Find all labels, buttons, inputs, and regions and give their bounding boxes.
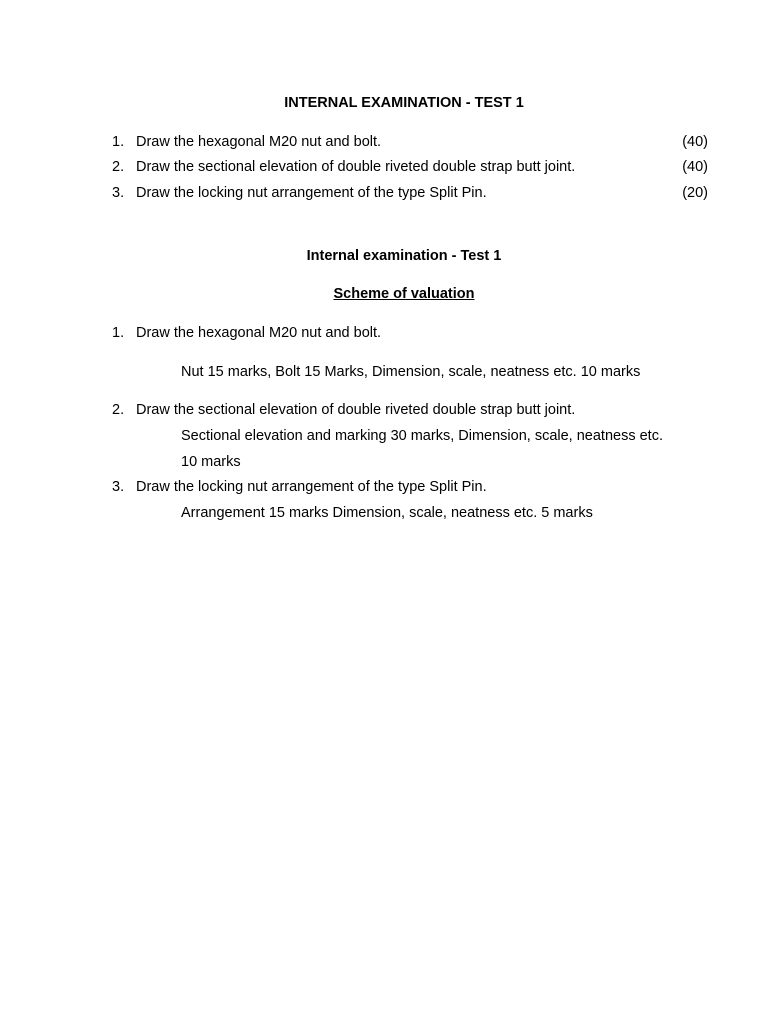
scheme-item-number: 1. (112, 325, 125, 341)
scheme-title: Internal examination - Test 1 (306, 248, 502, 264)
scheme-item-text: Draw the sectional elevation of double riveted double strap butt joint. (136, 402, 576, 418)
question-number: 2. (112, 159, 125, 175)
scheme-item-text: Draw the locking nut arrangement of the type Split Pin. (136, 479, 487, 495)
question-marks: (40) (682, 159, 708, 175)
scheme-item-number: 2. (112, 402, 125, 418)
question-text: Draw the locking nut arrangement of the type Split Pin. (136, 185, 487, 201)
scheme-item-detail: Arrangement 15 marks Dimension, scale, neatness etc. 5 marks (181, 505, 593, 521)
scheme-subtitle: Scheme of valuation (333, 286, 475, 302)
scheme-item-detail: Sectional elevation and marking 30 marks, Dimension, scale, neatness etc. (181, 428, 663, 444)
scheme-item-detail: Nut 15 marks, Bolt 15 Marks, Dimension, scale, neatness etc. 10 marks (181, 364, 641, 380)
question-text: Draw the hexagonal M20 nut and bolt. (136, 134, 382, 150)
question-number: 3. (112, 185, 125, 201)
scheme-item-number: 3. (112, 479, 125, 495)
exam-title: INTERNAL EXAMINATION - TEST 1 (284, 95, 524, 111)
question-number: 1. (112, 134, 125, 150)
question-marks: (20) (682, 185, 708, 201)
question-marks: (40) (682, 134, 708, 150)
scheme-item-detail: 10 marks (181, 454, 241, 470)
question-text: Draw the sectional elevation of double riveted double strap butt joint. (136, 159, 576, 175)
scheme-item-text: Draw the hexagonal M20 nut and bolt. (136, 325, 382, 341)
